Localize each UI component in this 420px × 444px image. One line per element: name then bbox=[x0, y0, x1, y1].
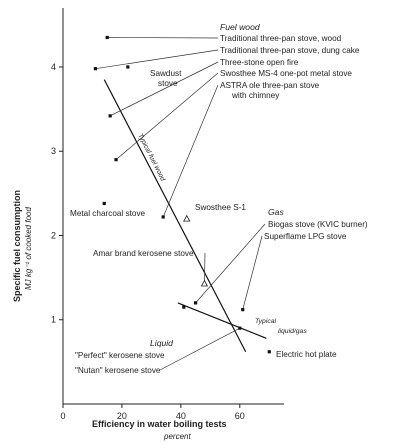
point-label: Traditional three-pan stove, wood bbox=[220, 34, 342, 43]
y-tick-label: 1 bbox=[50, 314, 56, 325]
y-tick-label: 4 bbox=[50, 61, 56, 72]
x-tick-label: 40 bbox=[175, 411, 186, 421]
y-axis-units: MJ kg⁻¹ of cooked food bbox=[24, 207, 33, 290]
data-point-triangle bbox=[184, 216, 190, 222]
leader-line bbox=[163, 85, 218, 217]
data-point bbox=[241, 308, 244, 311]
point-label: ASTRA ole three-pan stove bbox=[220, 81, 320, 90]
point-label: Swosthee MS-4 one-pot metal stove bbox=[220, 69, 352, 78]
y-axis-title: Specific fuel consumption bbox=[12, 189, 22, 302]
x-axis-title: Efficiency in water boiling tests bbox=[92, 419, 227, 429]
leader-line bbox=[160, 328, 240, 370]
point-label: Swosthee S-1 bbox=[195, 203, 246, 212]
point-label: Biogas stove (KVIC burner) bbox=[268, 220, 368, 229]
y-tick-label: 2 bbox=[50, 230, 56, 241]
x-axis-units: percent bbox=[164, 432, 191, 441]
point-labels bbox=[70, 34, 368, 375]
data-point bbox=[238, 327, 241, 330]
x-tick-label: 60 bbox=[234, 411, 245, 421]
trend-line-liquid-gas bbox=[178, 303, 266, 338]
leader-line bbox=[95, 50, 218, 69]
point-label: Sawdust bbox=[150, 69, 182, 78]
data-point bbox=[109, 114, 112, 117]
point-label: Metal charcoal stove bbox=[70, 209, 146, 218]
leader-line bbox=[243, 236, 262, 310]
x-tick-label: 20 bbox=[116, 411, 127, 421]
x-tick-label: 0 bbox=[60, 411, 66, 421]
point-label: Electric hot plate bbox=[276, 350, 337, 359]
trend-label-liquid-gas-2: liquid/gas bbox=[278, 328, 307, 335]
data-point bbox=[268, 350, 271, 353]
group-title-fuel-wood: Fuel wood bbox=[220, 22, 260, 32]
trend-label-fuel-wood: Typical fuel wood bbox=[136, 132, 167, 183]
leader-line bbox=[204, 253, 205, 284]
data-point-triangle bbox=[201, 281, 207, 287]
point-label: Superflame LPG stove bbox=[264, 232, 347, 241]
y-tick-label: 3 bbox=[50, 146, 56, 157]
data-point bbox=[182, 306, 185, 309]
y-ticks bbox=[51, 62, 63, 325]
data-point bbox=[114, 158, 117, 161]
group-title-liquid: Liquid bbox=[150, 338, 173, 348]
point-label-continued: stove bbox=[158, 79, 178, 88]
data-point bbox=[103, 202, 106, 205]
point-label: Amar brand kerosene stove bbox=[93, 249, 194, 258]
point-label: Three-stone open fire bbox=[220, 58, 299, 67]
point-label-continued: with chimney bbox=[232, 91, 280, 100]
data-point bbox=[94, 67, 97, 70]
group-title-gas: Gas bbox=[268, 207, 284, 217]
trend-label-liquid-gas-1: Typical bbox=[255, 318, 277, 325]
data-point bbox=[126, 65, 129, 68]
data-point bbox=[194, 301, 197, 304]
plot-area bbox=[51, 8, 368, 421]
leader-line bbox=[107, 37, 218, 38]
point-label: Traditional three-pan stove, dung cake bbox=[220, 46, 360, 55]
data-point bbox=[162, 215, 165, 218]
point-label: "Nutan" kerosene stove bbox=[75, 366, 161, 375]
point-label: "Perfect" kerosene stove bbox=[75, 351, 165, 360]
data-point bbox=[106, 36, 109, 39]
